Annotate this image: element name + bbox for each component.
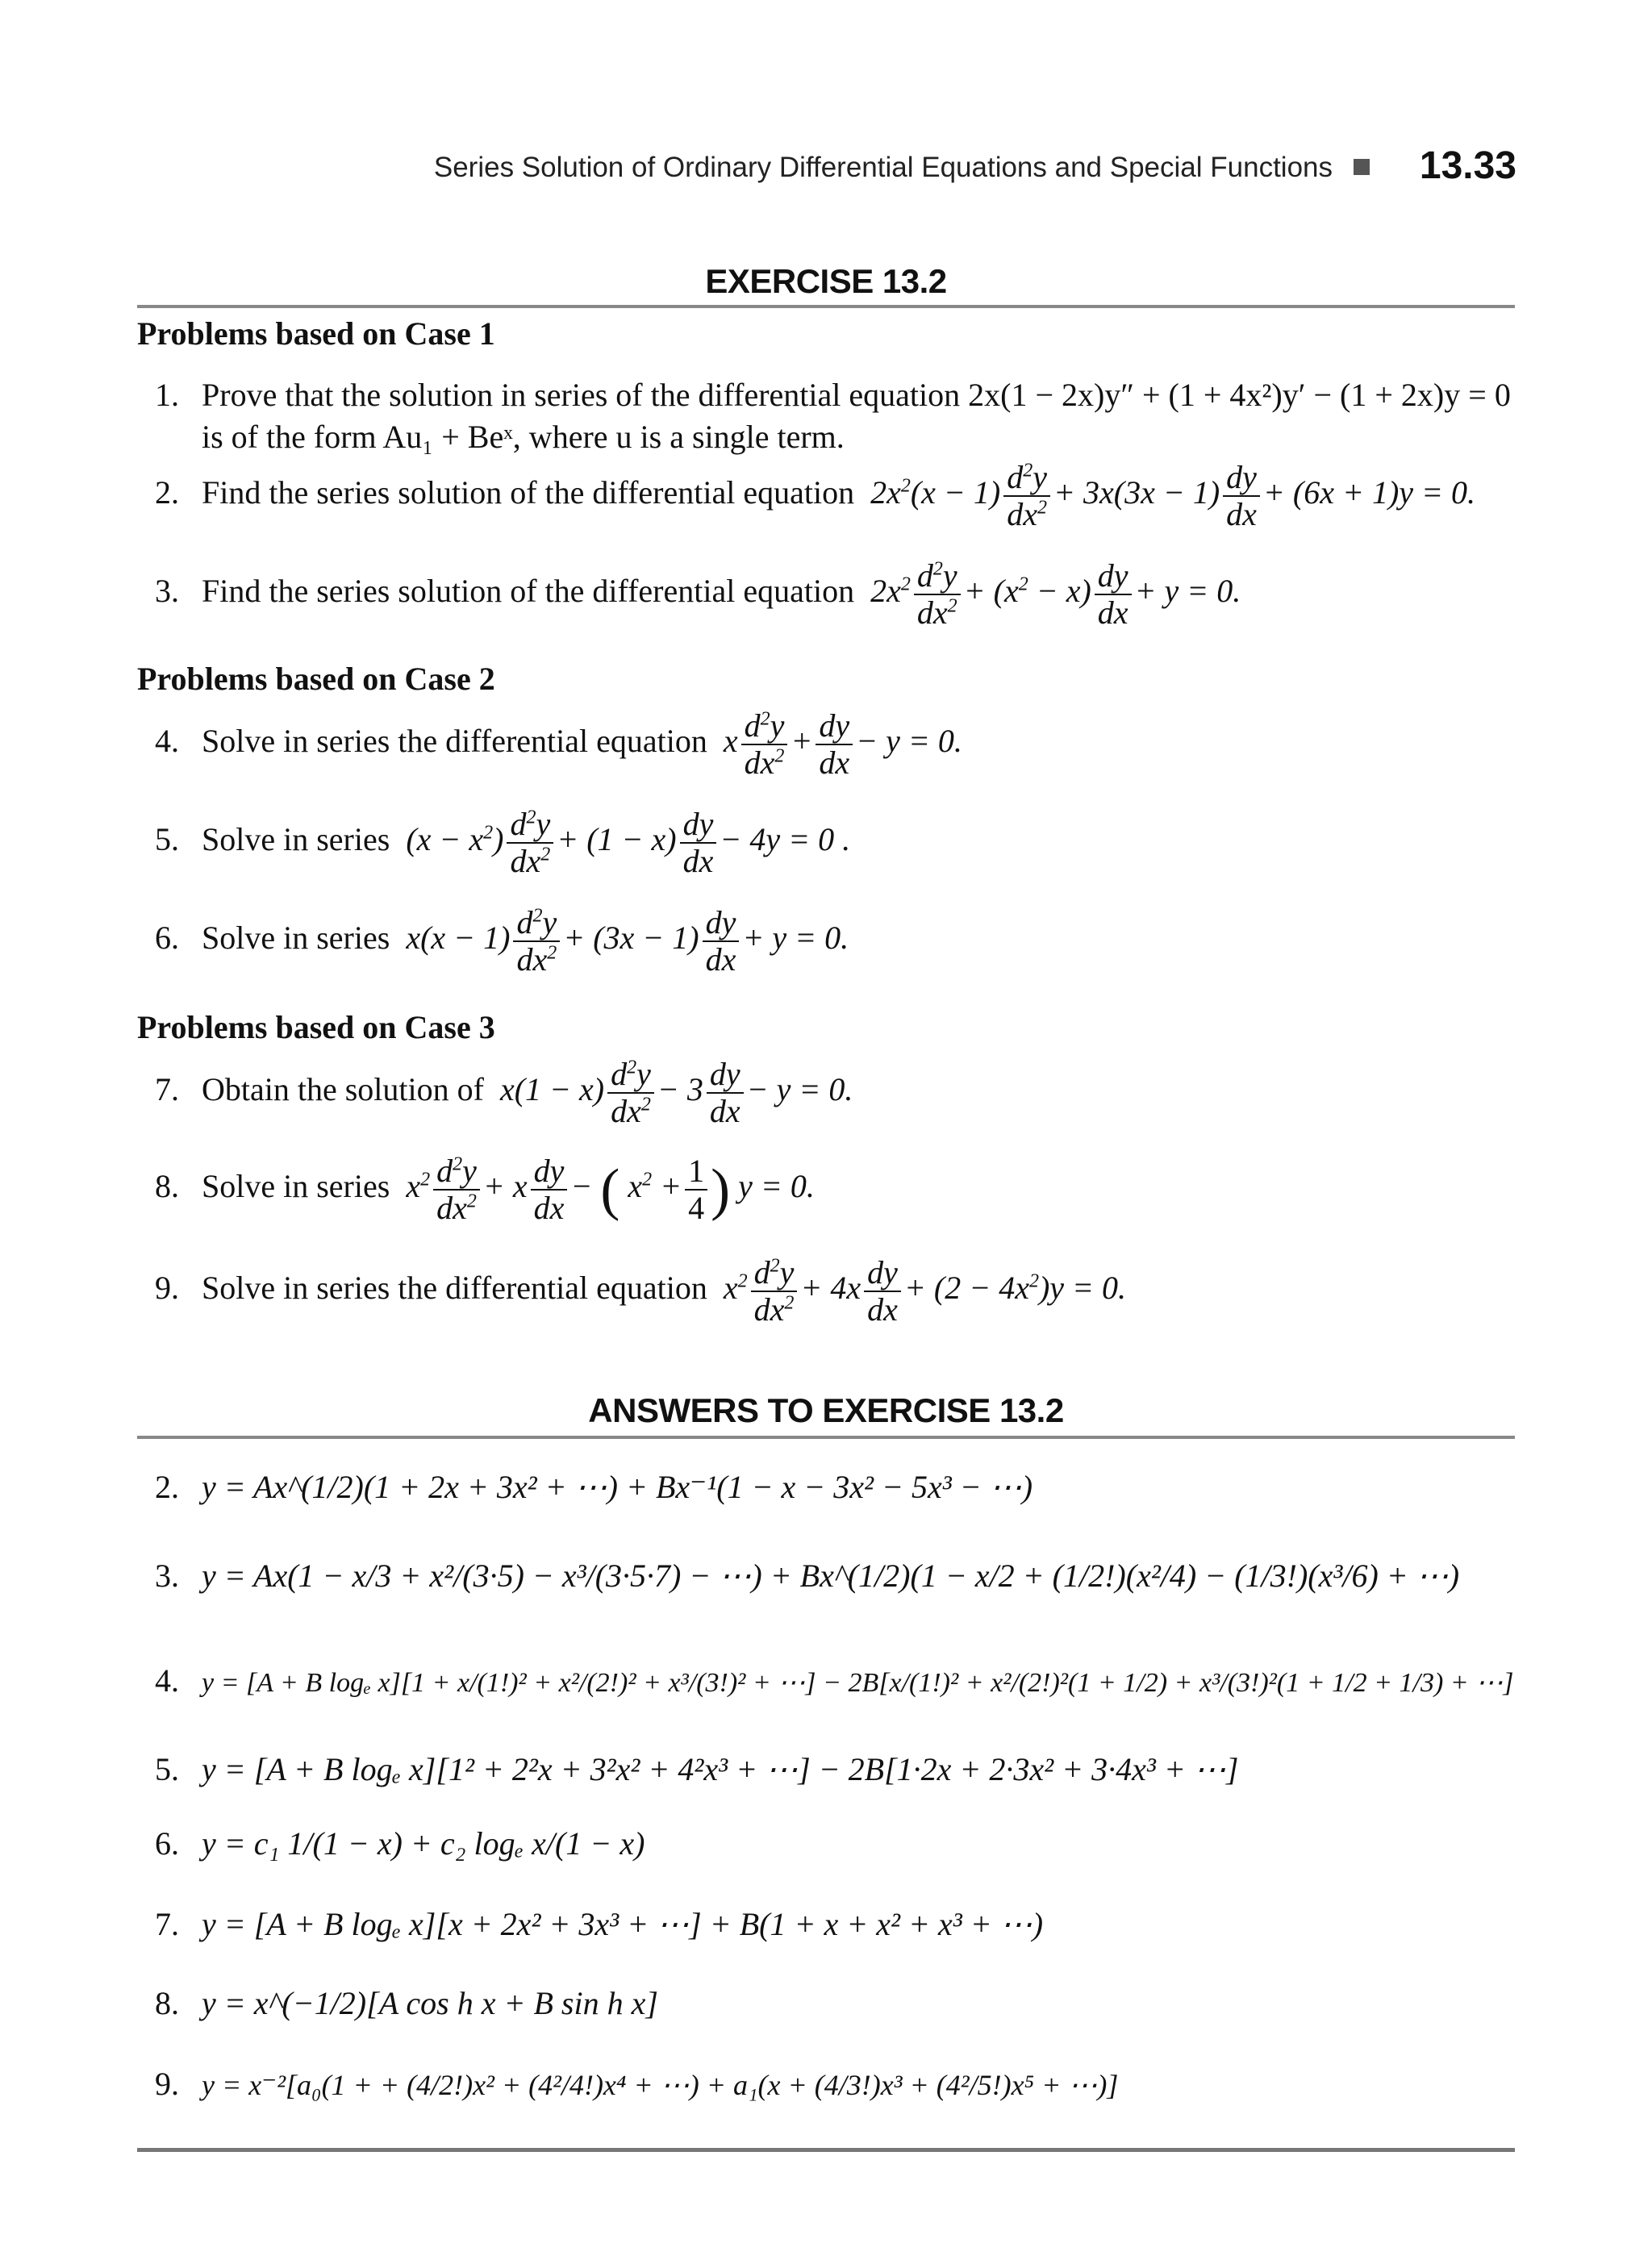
problem-7-text: Obtain the solution of	[202, 1071, 484, 1108]
problem-9	[155, 1255, 1126, 1328]
case1-heading: Problems based on Case 1	[137, 315, 495, 352]
problem-6-text: Solve in series	[202, 919, 390, 957]
answer-8-number: 8.	[155, 1985, 179, 2021]
problem-3	[155, 558, 1241, 631]
problem-7	[155, 1057, 853, 1129]
problem-7-equation: x(1 − x) $\frac{d^2y}{dx^2}$ − 3 $\frac{dy}{dx}$ − y = 0.	[491, 1056, 853, 1129]
problem-8	[155, 1153, 815, 1226]
answer-6-number: 6.	[155, 1825, 179, 1862]
answer-8	[155, 1984, 658, 2022]
answer-2-expression: y = Ax^(1/2)(1 + 2x + 3x² + ⋯) + Bx⁻¹(1 − x − 3x² − 5x³ − ⋯)	[202, 1469, 1033, 1505]
answer-7-number: 7.	[155, 1906, 179, 1942]
problem-8-number: 8.	[155, 1168, 179, 1205]
problem-2-equation: $2x^2(x - 1)$ $\frac{d^2y}{dx^2}$ + 3x(3x − 1) $\frac{dy}{dx}$ + (6x + 1)y = 0.	[862, 459, 1476, 532]
answer-5-expression: y = [A + B logₑ x][1² + 2²x + 3²x² + 4²x³ + ⋯] − 2B[1·2x + 2·3x² + 3·4x³ + ⋯]	[202, 1751, 1239, 1787]
answer-5	[155, 1750, 1238, 1788]
problem-1-number: 1.	[155, 377, 179, 413]
problem-5	[155, 807, 850, 879]
problem-5-number: 5.	[155, 821, 179, 858]
problem-1	[155, 376, 1511, 414]
problem-2-number: 2.	[155, 474, 179, 511]
problem-9-equation: $x^2$ $\frac{d^2y}{dx^2}$ + 4x $\frac{dy}{dx}$ + $(2 - 4x^2)y = 0$.	[715, 1254, 1127, 1328]
problem-4-text: Solve in series the differential equation	[202, 723, 707, 760]
header-square-bullet	[1354, 159, 1370, 175]
bottom-rule	[137, 2148, 1515, 2152]
answers-title: ANSWERS TO EXERCISE 13.2	[588, 1391, 1064, 1429]
answer-9-expression: y = x⁻²[a₀(1 + + (4/2!)x² + (4²/4!)x⁴ + ⋯) + a₁(x + (4/3!)x³ + (4²/5!)x⁵ + ⋯)]	[202, 2069, 1119, 2101]
answer-9	[155, 2065, 1118, 2103]
answer-3-number: 3.	[155, 1558, 179, 1594]
answer-9-number: 9.	[155, 2066, 179, 2102]
answer-3	[155, 1557, 1459, 1595]
problem-9-number: 9.	[155, 1270, 179, 1307]
problem-8-text: Solve in series	[202, 1168, 390, 1205]
exercise-title: EXERCISE 13.2	[705, 262, 947, 300]
problem-6-number: 6.	[155, 919, 179, 957]
answer-6	[155, 1824, 645, 1862]
answer-3-expression: y = Ax(1 − x/3 + x²/(3·5) − x³/(3·5·7) − ⋯) + Bx^(1/2)(1 − x/2 + (1/2!)(x²/4) − (1/3!)(x³/6) + ⋯)	[202, 1558, 1460, 1594]
problem-1-continued: is of the form Au₁ + Beˣ, where u is a single term.	[202, 419, 845, 455]
answer-2	[155, 1468, 1032, 1506]
problem-1-line1: Prove that the solution in series of the differential equation 2x(1 − 2x)y″ + (1 + 4x²)y′ − (1 + 2x)y = 0	[202, 377, 1511, 413]
problem-4-number: 4.	[155, 723, 179, 760]
problem-3-number: 3.	[155, 573, 179, 610]
answer-2-number: 2.	[155, 1469, 179, 1505]
problem-2	[155, 460, 1475, 532]
answer-5-number: 5.	[155, 1751, 179, 1787]
answer-4-expression: y = [A + B logₑ x][1 + x/(1!)² + x²/(2!)² + x³/(3!)² + ⋯] − 2B[x/(1!)² + x²/(2!)²(1 + 1/2) + x³/(3!)²(1 + 1/2 + 1/3) + ⋯]	[202, 1668, 1514, 1698]
problem-3-equation: $2x^2$ $\frac{d^2y}{dx^2}$ + $(x^2 - x)$ $\frac{dy}{dx}$ + y = 0.	[862, 557, 1241, 631]
problem-6	[155, 905, 849, 978]
problem-7-number: 7.	[155, 1071, 179, 1108]
exercise-rule	[137, 305, 1515, 308]
answers-rule	[137, 1436, 1515, 1439]
problem-2-text: Find the series solution of the differential equation	[202, 474, 855, 511]
answer-6-expression: y = c₁ 1/(1 − x) + c₂ logₑ x/(1 − x)	[202, 1825, 645, 1862]
case2-heading: Problems based on Case 2	[137, 661, 495, 697]
problem-4-equation: x $\frac{d^2y}{dx^2}$ + $\frac{dy}{dx}$ − y = 0.	[715, 707, 962, 781]
problem-8-equation: $x^2$ $\frac{d^2y}{dx^2}$ + x $\frac{dy}{dx}$ − ( $x^2$ + $\frac{1}{4}$ ) y = 0.	[398, 1153, 815, 1226]
answer-4	[155, 1662, 1513, 1699]
problem-5-text: Solve in series	[202, 821, 390, 858]
running-title: Series Solution of Ordinary Differential Equations and Special Functions	[433, 152, 1333, 183]
problem-3-text: Find the series solution of the differential equation	[202, 573, 855, 610]
problem-9-text: Solve in series the differential equation	[202, 1270, 707, 1307]
page-number: 13.33	[1419, 144, 1516, 187]
case3-heading: Problems based on Case 3	[137, 1009, 495, 1045]
answer-8-expression: y = x^(−1/2)[A cos h x + B sin h x]	[202, 1985, 658, 2021]
problem-4	[155, 708, 962, 781]
problem-5-equation: $(x - x^2)$ $\frac{d^2y}{dx^2}$ + (1 − x) $\frac{dy}{dx}$ − 4y = 0 .	[398, 806, 851, 879]
problem-6-equation: x(x − 1) $\frac{d^2y}{dx^2}$ + (3x − 1) $\frac{dy}{dx}$ + y = 0.	[398, 904, 849, 978]
answer-7-expression: y = [A + B logₑ x][x + 2x² + 3x³ + ⋯] + B(1 + x + x² + x³ + ⋯)	[202, 1906, 1044, 1942]
answer-7	[155, 1905, 1043, 1943]
answer-4-number: 4.	[155, 1662, 179, 1699]
